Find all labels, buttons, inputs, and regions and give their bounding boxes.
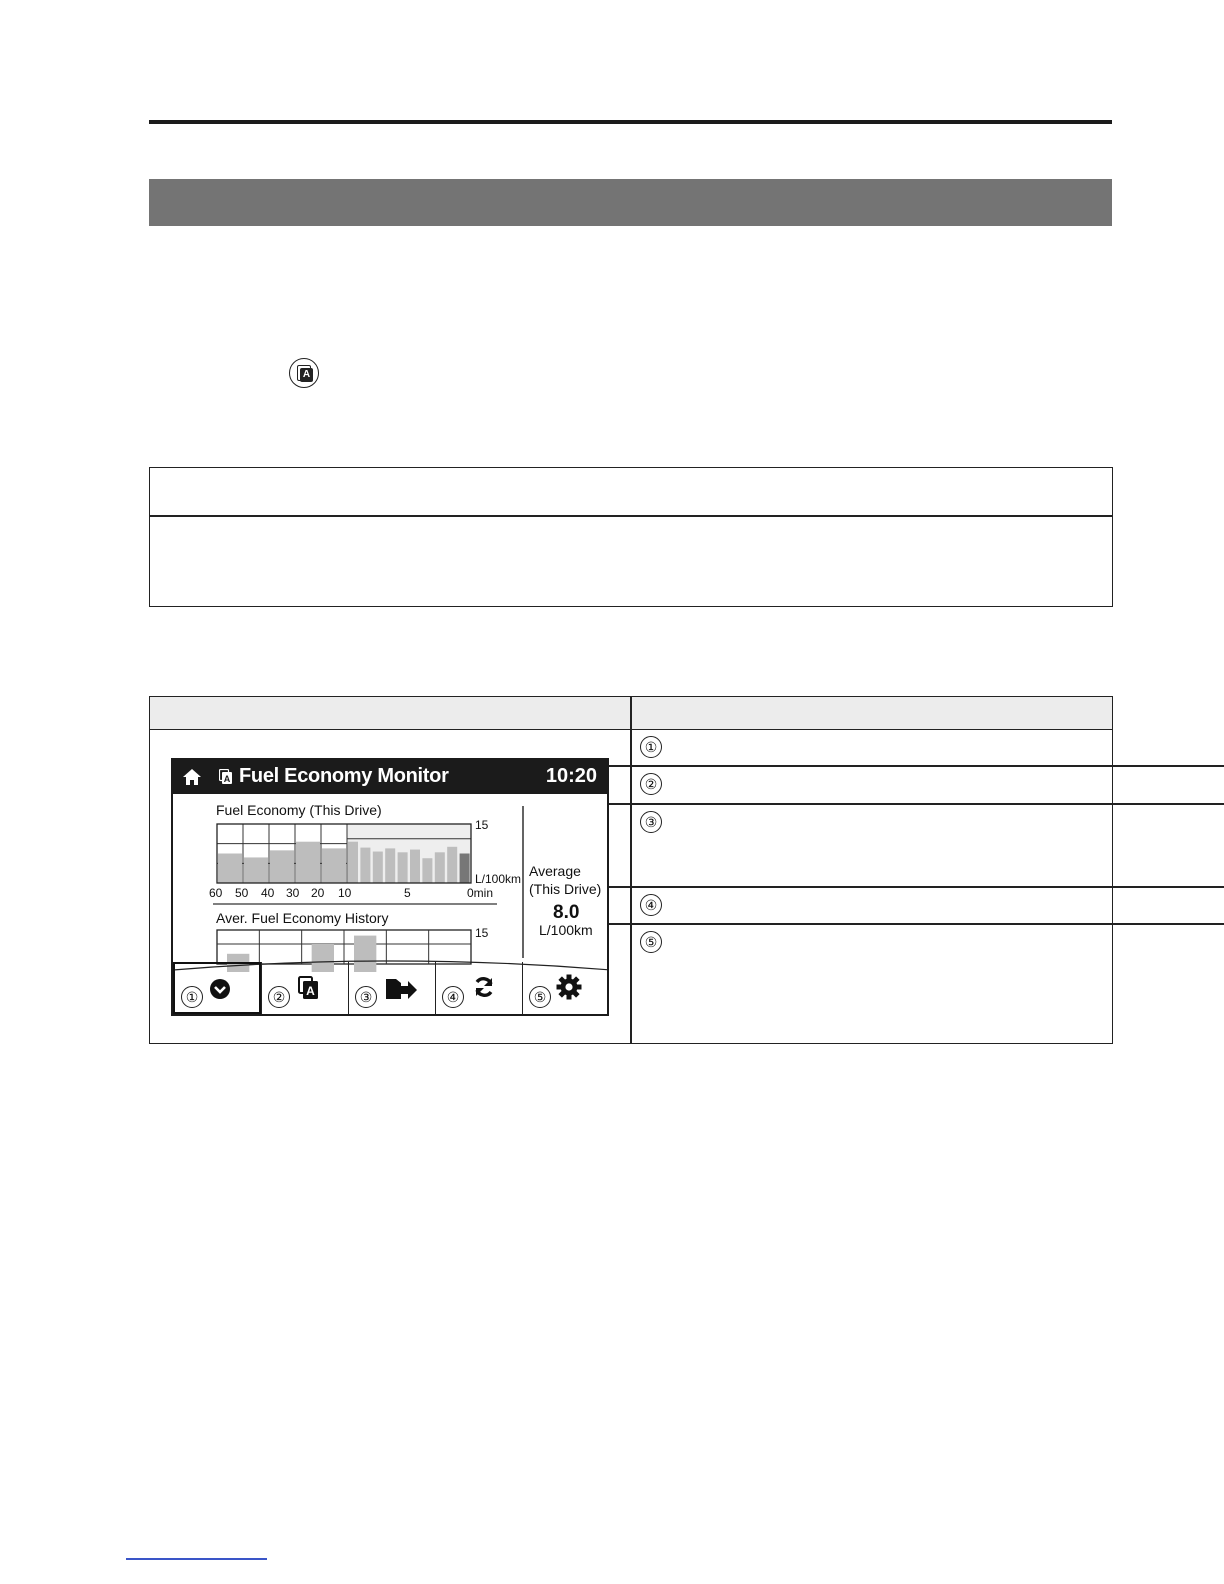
reset-button[interactable]: ④	[435, 962, 522, 1014]
bar	[348, 842, 358, 883]
settings-button[interactable]: ⑤	[522, 962, 609, 1014]
screen-title: Fuel Economy Monitor	[239, 765, 449, 787]
gear-icon	[556, 974, 582, 1000]
x-tick: 20	[311, 886, 325, 900]
svg-text:A: A	[223, 774, 231, 784]
table-number-2: ②	[640, 773, 662, 795]
bar	[270, 850, 294, 883]
table-number-3: ③	[640, 811, 662, 833]
x-tick: 40	[261, 886, 275, 900]
section-heading-band	[149, 179, 1112, 226]
x-tick: 0min	[467, 886, 494, 900]
svg-text:A: A	[306, 984, 315, 998]
current-unit-label: L/100km	[475, 872, 522, 886]
history-ymax-label: 15	[475, 926, 489, 940]
table-number-4: ④	[640, 894, 662, 916]
bar	[322, 848, 346, 883]
top-rule	[149, 120, 1112, 124]
x-tick: 5	[404, 886, 411, 900]
bar	[360, 848, 370, 883]
bar	[296, 842, 320, 883]
bar	[385, 848, 395, 883]
current-ymax-label: 15	[475, 818, 489, 832]
bar	[447, 847, 457, 883]
applications-button[interactable]: ② A	[261, 962, 348, 1014]
table-number-5: ⑤	[640, 931, 662, 953]
bar	[410, 850, 420, 883]
app-screen-icon	[298, 976, 320, 1000]
average-label: Average	[529, 863, 581, 879]
collapse-button[interactable]: ①	[173, 962, 261, 1014]
bottom-button-bar	[173, 958, 607, 1014]
x-tick: 10	[338, 886, 352, 900]
end-monitor-button[interactable]: ③	[348, 962, 435, 1014]
bar	[435, 852, 445, 883]
clock: 10:20	[545, 765, 597, 787]
note-box	[149, 467, 1113, 607]
chevron-down-icon	[209, 978, 231, 1000]
history-chart-title: Aver. Fuel Economy History	[216, 910, 389, 926]
bar	[218, 854, 242, 884]
bar	[460, 854, 470, 884]
app-screen-inline-icon: A	[289, 358, 319, 388]
average-sublabel: (This Drive)	[529, 881, 602, 897]
x-tick: 30	[286, 886, 300, 900]
refresh-icon	[472, 975, 496, 999]
average-value: 8.0	[553, 902, 580, 923]
current-chart-title: Fuel Economy (This Drive)	[216, 802, 382, 818]
bar	[398, 852, 408, 883]
bar	[373, 852, 383, 883]
bar	[422, 858, 432, 883]
x-tick: 60	[209, 886, 223, 900]
average-unit: L/100km	[539, 922, 593, 938]
x-tick: 50	[235, 886, 249, 900]
fuel-economy-screen	[171, 758, 609, 1016]
table-number-1: ①	[640, 736, 662, 758]
bar	[244, 857, 268, 883]
exit-arrow-icon	[384, 977, 418, 1001]
footer-link-underline	[126, 1558, 267, 1560]
